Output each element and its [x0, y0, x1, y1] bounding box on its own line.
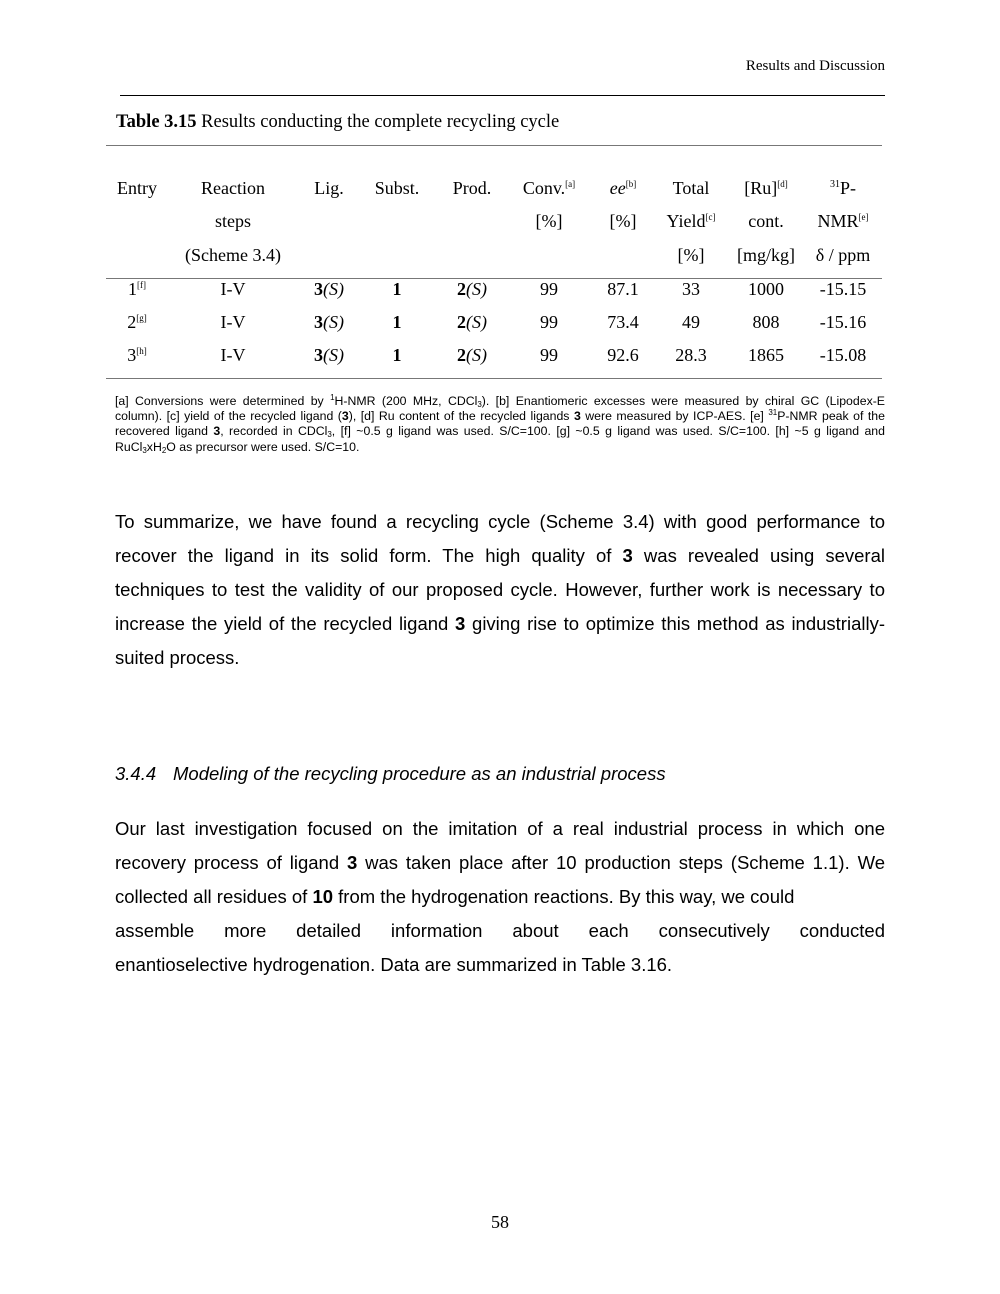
paragraph-text: To summarize, we have found a recycling cycle (Scheme 3.4) with good performance to recover the ligand in its solid form. The high quality of [115, 511, 885, 566]
cell-prod [457, 312, 487, 333]
footnote-text: H-NMR (200 MHz, CDCl [334, 394, 478, 408]
footnote-text: xH [146, 439, 162, 454]
cell-steps: I-V [220, 312, 246, 332]
paragraph-summary [115, 505, 885, 675]
footnote-bold: 3 [213, 424, 221, 439]
footnote-text: , [f] ~0.5 g ligand was used. S/C=100. [g] ~0.5 g ligand was used. S/C=100. [h] ~5 g ligand and RuCl [115, 424, 885, 454]
col-header-yield-label: Yield [666, 211, 706, 231]
cell-nmr: -15.15 [819, 279, 867, 299]
col-header-reaction-steps: steps [215, 211, 251, 231]
entry-number: 3 [127, 345, 137, 365]
cell-entry [128, 279, 146, 300]
paragraph-text: giving rise to optimize this method as industrially-suited process. [115, 613, 885, 668]
entry-number: 1 [128, 279, 137, 299]
col-header-subst: Subst. [374, 178, 420, 198]
col-header-ee-unit: [%] [609, 211, 637, 231]
entry-mark: [h] [136, 346, 147, 356]
footnote-text: , recorded in CDCl [220, 424, 328, 439]
cell-ru: 1000 [748, 279, 784, 299]
paragraph-modeling [115, 812, 885, 982]
paragraph-line: enantioselective hydrogenation. Data are summarized in Table 3.16. [115, 954, 673, 975]
cell-ee: 73.4 [607, 312, 639, 332]
cell-steps: I-V [220, 279, 246, 299]
col-header-reaction-scheme: (Scheme 3.4) [185, 245, 281, 265]
col-header-ru-cont: cont. [748, 211, 784, 231]
cell-subst: 1 [392, 345, 402, 365]
footnote-text: were measured by ICP-AES. [e] [580, 409, 769, 424]
footnote-sub: 3 [142, 445, 147, 455]
entry-number: 2 [127, 312, 137, 332]
cell-ru: 1865 [748, 345, 784, 365]
cell-lig [314, 345, 344, 366]
lig-config: (S) [323, 279, 344, 299]
table-top-rule [106, 145, 882, 146]
cell-lig [314, 312, 344, 333]
col-header-p-label: P- [839, 178, 857, 198]
footnote-sub: 3 [477, 400, 482, 409]
col-header-yield-unit: [%] [677, 245, 705, 265]
cell-lig [314, 279, 344, 300]
cell-yield: 28.3 [675, 345, 707, 365]
cell-entry [127, 345, 147, 366]
paragraph-text: was taken place after 10 production steps (Scheme 1.1). We collected all residues of [115, 852, 885, 907]
col-header-ru-unit: [mg/kg] [737, 245, 795, 265]
cell-conv: 99 [540, 345, 558, 365]
cell-nmr: -15.16 [819, 312, 867, 332]
footnote-text: O as precursor were used. S/C=10. [166, 439, 360, 454]
footnote-text: ), [d] Ru content of the recycled ligands [348, 409, 574, 424]
col-header-yield [667, 211, 716, 232]
section-title: Modeling of the recycling procedure as an industrial process [173, 763, 666, 784]
col-header-nmr [817, 211, 868, 232]
prod-config: (S) [466, 312, 487, 332]
footnote-text: P-NMR peak of the recovered ligand [115, 409, 885, 439]
table-caption-label: Table 3.15 [116, 112, 197, 132]
cell-yield: 49 [682, 312, 700, 332]
cell-ee: 87.1 [607, 279, 639, 299]
paragraph-bold: 3 [455, 613, 466, 634]
entry-mark: [g] [136, 313, 147, 323]
cell-ee: 92.6 [607, 345, 639, 365]
cell-steps: I-V [220, 345, 246, 365]
cell-conv: 99 [540, 279, 558, 299]
lig-config: (S) [323, 312, 344, 332]
page-number: 58 [491, 1212, 509, 1232]
col-header-p [830, 178, 856, 199]
footnote-sup: 1 [330, 393, 335, 402]
col-header-lig: Lig. [314, 178, 344, 198]
lig-config: (S) [323, 345, 344, 365]
col-header-conv [523, 178, 575, 199]
lig-number: 3 [314, 345, 323, 365]
cell-prod [457, 279, 487, 300]
col-header-ru [744, 178, 788, 199]
col-header-conv-label: Conv. [522, 178, 566, 198]
prod-number: 2 [457, 279, 466, 299]
table-caption-text: Results conducting the complete recycling cycle [196, 112, 560, 132]
prod-number: 2 [457, 312, 466, 332]
section-number: 3.4.4 [115, 763, 157, 784]
col-header-prod: Prod. [452, 178, 492, 198]
col-header-nmr-label: NMR [817, 211, 859, 231]
paragraph-bold: 10 [312, 886, 334, 907]
paragraph-bold: 3 [622, 545, 633, 566]
prod-config: (S) [466, 345, 487, 365]
paragraph-text: from the hydrogenation reactions. By this way, we could [333, 886, 795, 907]
col-header-ru-label: [Ru] [744, 178, 778, 198]
footnote-bold: 3 [573, 409, 581, 424]
prod-number: 2 [457, 345, 466, 365]
footnote-sub: 2 [161, 445, 167, 455]
paragraph-bold: 3 [346, 852, 358, 873]
col-header-conv-mark: [a] [565, 179, 576, 189]
table-footnote [115, 394, 885, 455]
paragraph-text: was revealed using several techniques to test the validity of our proposed cycle. However, further work is necessary to increase the yield of the recycled ligand [115, 545, 885, 634]
prod-config: (S) [466, 279, 487, 299]
lig-number: 3 [314, 279, 323, 299]
paragraph-text: Our last investigation focused on the imitation of a real industrial process in which one recovery process of ligand [115, 818, 885, 873]
lig-number: 3 [314, 312, 323, 332]
cell-prod [457, 345, 487, 366]
running-header: Results and Discussion [745, 58, 885, 74]
col-header-ee-mark: [b] [625, 179, 637, 189]
footnote-text: [a] Conversions were determined by [115, 394, 331, 408]
col-header-total: Total [672, 178, 710, 198]
col-header-nmr-mark: [e] [858, 212, 869, 222]
cell-entry [127, 312, 147, 333]
footnote-sup: 31 [768, 408, 778, 418]
table-caption [116, 112, 559, 133]
cell-yield: 33 [682, 279, 700, 299]
col-header-ee [610, 178, 636, 199]
cell-ru: 808 [752, 312, 780, 332]
table-bottom-rule [106, 378, 882, 379]
paragraph-line: assemble more detailed information about each consecutively conducted [115, 920, 885, 941]
col-header-p-isotope: 31 [829, 179, 840, 190]
col-header-entry: Entry [117, 178, 157, 198]
footnote-sub: 3 [327, 430, 332, 440]
col-header-reaction: Reaction [201, 178, 265, 198]
cell-nmr: -15.08 [819, 345, 867, 365]
col-header-conv-unit: [%] [535, 211, 563, 231]
cell-subst: 1 [392, 279, 402, 299]
col-header-yield-mark: [c] [705, 212, 716, 222]
col-header-ru-mark: [d] [777, 179, 788, 189]
footnote-text: ). [b] Enantiomeric excesses were measured by chiral GC (Lipodex-E column). [c] yield of the recycled ligand ( [115, 394, 886, 424]
header-rule [120, 95, 885, 96]
footnote-bold: 3 [341, 409, 349, 424]
col-header-ee-label: ee [609, 178, 626, 198]
cell-conv: 99 [540, 312, 558, 332]
entry-mark: [f] [137, 280, 146, 290]
col-header-nmr-unit: δ / ppm [815, 245, 871, 265]
section-heading [115, 763, 666, 785]
cell-subst: 1 [392, 312, 402, 332]
